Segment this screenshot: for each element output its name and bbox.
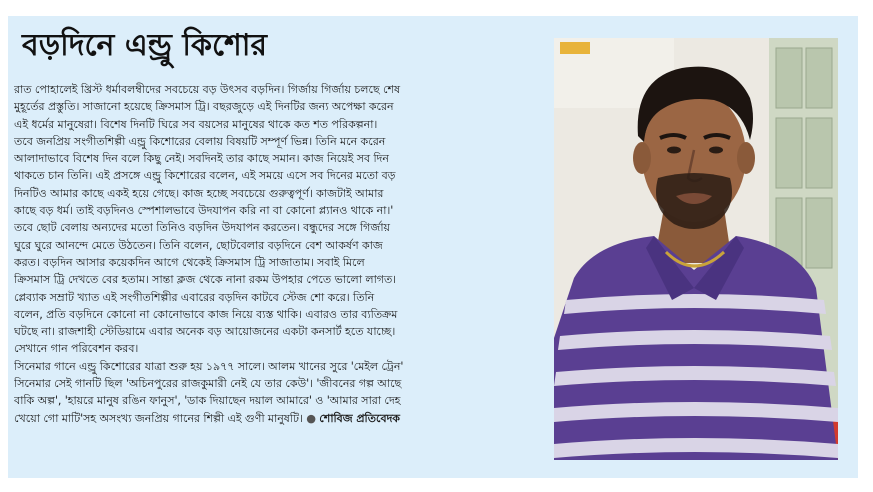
article-line: প্লেব্যাক সম্রাট খ্যাত এই সংগীতশিল্পীর এবারের বড়দিন কাটবে স্টেজ শো করে। তিনি: [14, 290, 375, 304]
portrait-photo: [554, 38, 838, 460]
article-last-line: [14, 410, 544, 427]
article-line: রাত পোহালেই খ্রিস্ট ধর্মাবলম্বীদের সবচেয়ে বড় উৎসব বড়দিন। গির্জায় গির্জায় চলছে শেষ: [14, 83, 401, 96]
article-headline: বড়দিনে এন্ড্রু কিশোর: [22, 28, 268, 63]
article-line: তবে জনপ্রিয় সংগীতশিল্পী এন্ড্রু কিশোরের বেলায় বিষয়টি সম্পূর্ণ ভিন্ন। তিনি মনে করেন: [14, 134, 386, 148]
portrait-illustration: [554, 38, 838, 460]
article-line: বলেন, প্রতি বড়দিনে কোনো না কোনোভাবে কাজ নিয়ে ব্যস্ত থাকি। এবারও তার ব্যতিক্রম: [14, 307, 398, 321]
article-line: ঘটছে না। রাজশাহী স্টেডিয়ামে এবার অনেক বড় আয়োজনের একটা কনসার্ট হতে যাচ্ছে।: [14, 325, 396, 339]
article-line: সেখানে গান পরিবেশন করব।: [14, 342, 139, 356]
article-line: থাকতে চান তিনি। এই প্রসঙ্গে এন্ড্রু কিশোরের বলেন, এই সময়ে এসে সব দিনের মতো বড়: [14, 169, 396, 183]
article-line: খেয়ো গো মাটি'সহ অসংখ্য জনপ্রিয় গানের শিল্পী এই গুণী মানুষটি।: [14, 411, 303, 425]
article-line: করত। বড়দিন আসার কয়েকদিন আগে থেকেই ক্রিসমাস ট্রি সাজাতাম। সবাই মিলে: [14, 255, 365, 269]
article-line: সিনেমার সেই গানটি ছিল 'অচিনপুরের রাজকুমারী নেই যে তার কেউ'। 'জীবনের গল্প আছে: [14, 377, 402, 391]
article-line: আলাদাভাবে বিশেষ দিন বলে কিছু নেই। সবদিনই তার কাছে সমান। কাজ নিয়েই সব দিন: [14, 152, 389, 166]
byline: শোবিজ প্রতিবেদক: [319, 411, 400, 425]
article-line: সিনেমার গানে এন্ড্রু কিশোরের যাত্রা শুরু হয় ১৯৭৭ সালে। আলম খানের সুরে 'মেইল ট্রেন': [14, 359, 404, 373]
newspaper-clipping: [8, 16, 858, 478]
article-line: ক্রিসমাস ট্রি দেখতে বের হতাম। সান্তা ক্লজ থেকে নানা রকম উপহার পেতে ভালো লাগত।: [14, 273, 397, 287]
article-line: মুহূর্তের প্রস্তুতি। সাজানো হয়েছে ক্রিসমাস ট্রি। বছরজুড়ে এই দিনটির জন্য অপেক্ষা করেন: [14, 100, 394, 114]
article-body: [14, 81, 544, 427]
article-line: এই ধর্মের মানুষেরা। বিশেষ দিনটি ঘিরে সব বয়সের মানুষের থাকে কত শত পরিকল্পনা।: [14, 117, 378, 131]
article-line: কাছে বড় ধর্ম। তাই বড়দিনও স্পেশালভাবে উদযাপন করি না বা কোনো প্ল্যানও থাকে না।': [14, 204, 394, 218]
article-line: বাকি অল্প', 'হায়রে মানুষ রঙিন ফানুস', 'ডাক দিয়াছেন দয়াল আমারে' ও 'আমার সারা দেহ: [14, 394, 401, 408]
article-line: দিনটিও আমার কাছে একই হয়ে গেছে। কাজ হচ্ছে সবচেয়ে গুরুত্বপূর্ণ। কাজটাই আমার: [14, 186, 384, 200]
byline-bullet-icon: ●: [306, 411, 316, 425]
article-line: ঘুরে ঘুরে আনন্দে মেতে উঠতেন। তিনি বলেন, ছোটবেলার বড়দিনে বেশ আকর্ষণ কাজ: [14, 238, 383, 252]
article-line: তবে ছোট বেলায় অন্যদের মতো তিনিও বড়দিন উদযাপন করতেন। বন্ধুদের সঙ্গে গির্জায়: [14, 221, 390, 235]
